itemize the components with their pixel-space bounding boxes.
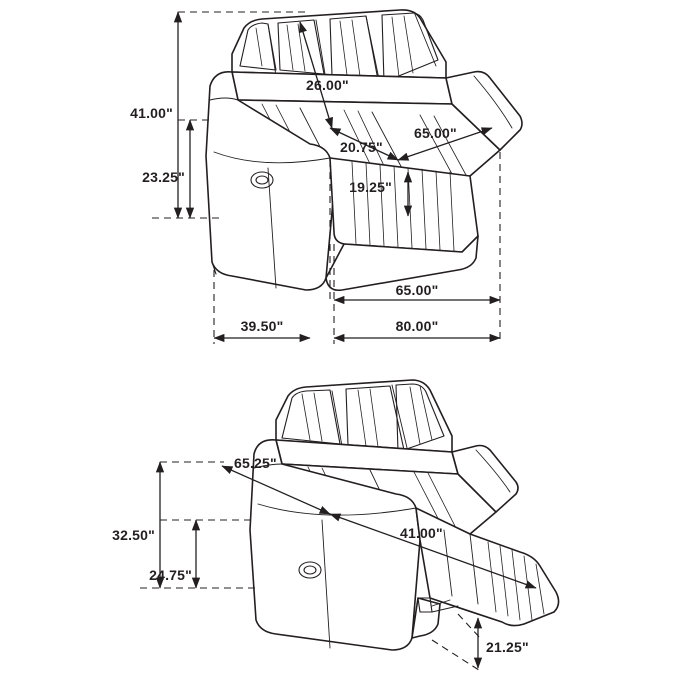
dim-sofa-seat-width-label: 65.00"	[414, 125, 457, 141]
ext-loveseat-footrest-bottom	[432, 640, 482, 672]
dim-loveseat-footrest-height-label: 21.25"	[486, 639, 529, 655]
dim-sofa-seat-depth-label: 20.75"	[340, 139, 383, 155]
dim-sofa-overall-width-label: 80.00"	[395, 318, 439, 334]
dim-loveseat-overall-height-label: 32.50"	[112, 527, 155, 543]
dim-loveseat-arm-height-label: 24.75"	[149, 567, 192, 583]
dim-sofa-seat-height-label: 19.25"	[349, 179, 392, 195]
dim-sofa-overall-height-label: 41.00"	[130, 105, 173, 121]
dim-loveseat-reclined-depth-label: 65.25"	[234, 455, 277, 471]
loveseat-illustration	[250, 380, 559, 650]
dim-sofa-arm-height-label: 23.25"	[142, 169, 185, 185]
dim-sofa-inner-width-label: 65.00"	[395, 282, 439, 298]
dim-sofa-back-height-label: 26.00"	[306, 77, 349, 93]
dim-loveseat-width-label: 41.00"	[400, 525, 443, 541]
dim-sofa-depth-label: 39.50"	[240, 318, 284, 334]
